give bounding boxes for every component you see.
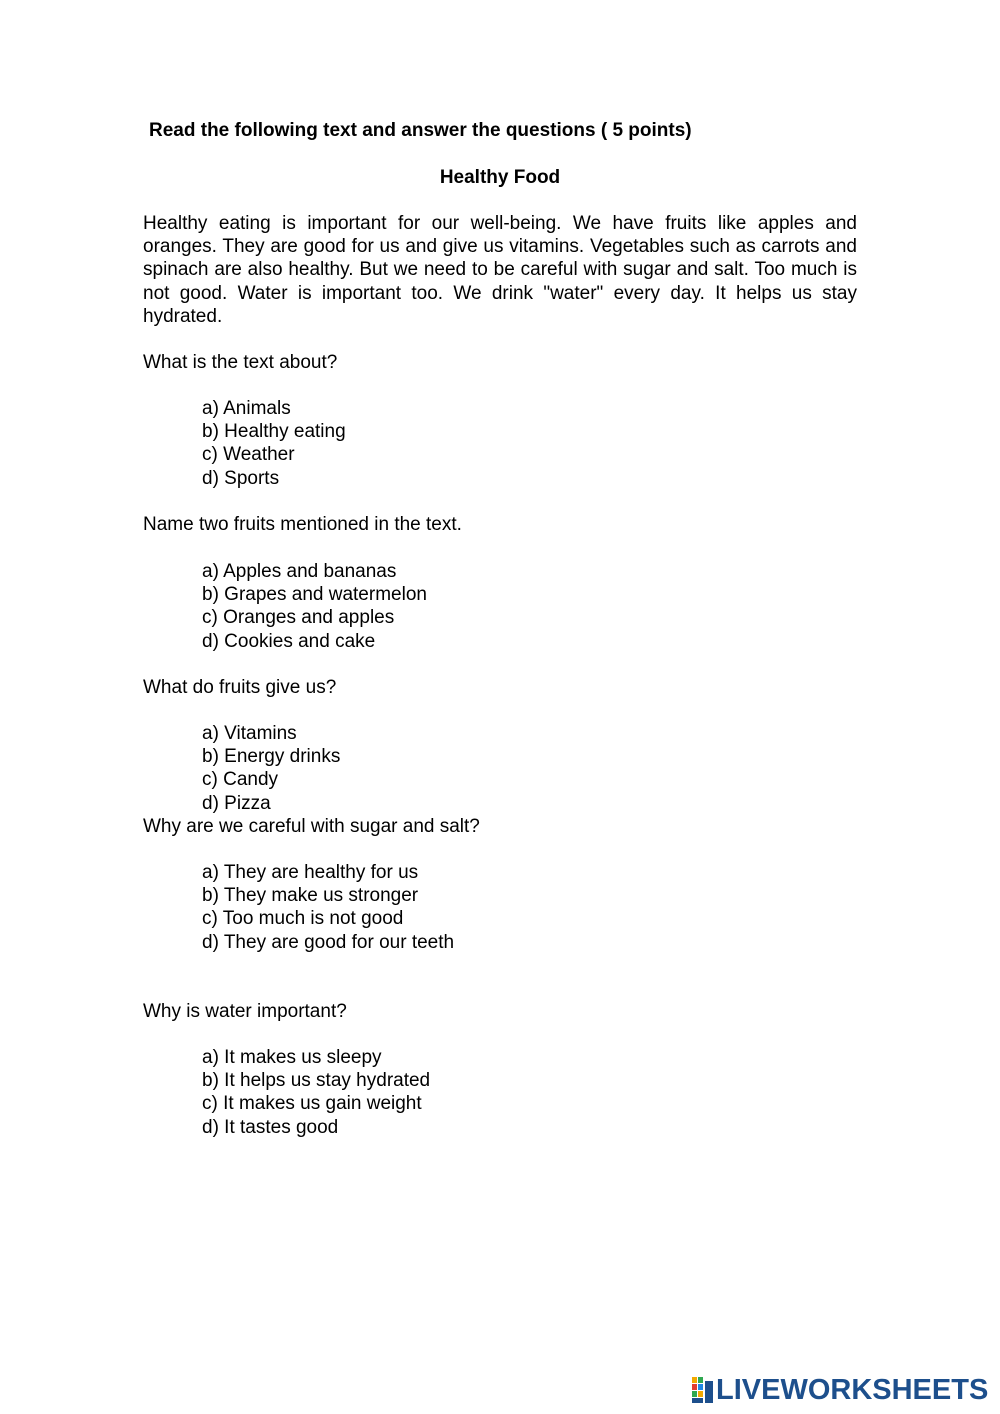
option-3c: c) Candy (202, 769, 279, 791)
option-3a: a) Vitamins (202, 723, 297, 744)
question-1-options (202, 397, 346, 490)
option-2c: c) Oranges and apples (202, 607, 395, 629)
question-3-options (202, 722, 340, 815)
question-3: What do fruits give us? (143, 677, 337, 698)
liveworksheets-logo-text: LIVEWORKSHEETS (716, 1374, 989, 1406)
question-4-options (202, 861, 454, 954)
option-5c: c) It makes us gain weight (202, 1093, 422, 1115)
option-2b: b) Grapes and watermelon (202, 584, 427, 606)
page-title: Healthy Food (439, 167, 561, 188)
option-3b: b) Energy drinks (202, 746, 341, 768)
instruction-heading: Read the following text and answer the questions ( 5 points) (149, 120, 692, 141)
option-2d: d) Cookies and cake (202, 630, 376, 652)
option-2a: a) Apples and bananas (202, 561, 397, 582)
option-4a: a) They are healthy for us (202, 862, 419, 883)
reading-passage: Healthy eating is important for our well-being. We have fruits like apples and oranges. They are good for us and give us vitamins. Vegetables such as carrots and spinach are also healthy. But we need to be careful with sugar and salt. Too much is not good. Water is important too. We drink "water" every day. It helps us stay hydrated. (143, 213, 857, 327)
question-5-options (202, 1046, 430, 1139)
option-4c: c) Too much is not good (202, 908, 404, 930)
option-4b: b) They make us stronger (202, 885, 419, 907)
option-1b: b) Healthy eating (202, 421, 346, 443)
liveworksheets-logo-icon (692, 1377, 714, 1403)
option-1a: a) Animals (202, 398, 291, 419)
option-1d: d) Sports (202, 467, 280, 489)
option-3d: d) Pizza (202, 792, 271, 814)
option-5d: d) It tastes good (202, 1116, 339, 1138)
question-1: What is the text about? (143, 352, 338, 373)
question-2: Name two fruits mentioned in the text. (143, 514, 462, 535)
question-5: Why is water important? (143, 1001, 347, 1022)
option-5a: a) It makes us sleepy (202, 1047, 382, 1068)
question-2-options (202, 560, 427, 653)
option-4d: d) They are good for our teeth (202, 931, 455, 953)
liveworksheets-logo (692, 1374, 988, 1406)
option-5b: b) It helps us stay hydrated (202, 1070, 431, 1092)
option-1c: c) Weather (202, 444, 295, 466)
question-4: Why are we careful with sugar and salt? (143, 816, 480, 837)
